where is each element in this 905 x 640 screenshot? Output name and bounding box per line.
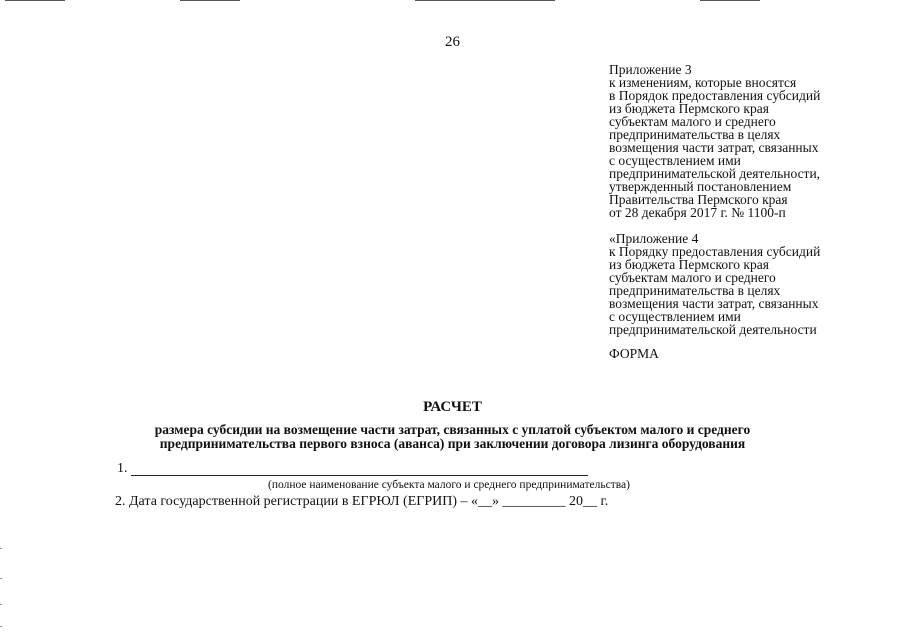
appendix-3-header: Приложение 3 к изменениям, которые вносятся в Порядок предоставления субсидий из бюджета Пермского края субъектам малого и среднего предпринимательства в целях возмещения части затрат, связанных с осуществлением ими предпринимательской деятельности, утвержденный постановлением Правительства Пермского края от 28 декабря 2017 г. № 1100-п <box>609 62 821 220</box>
document-title: РАСЧЕТ <box>423 399 482 415</box>
scan-tick <box>0 604 2 605</box>
scan-rule <box>5 0 65 1</box>
forma-label: ФОРМА <box>609 346 659 361</box>
page-number: 26 <box>445 34 460 50</box>
scan-rule <box>415 0 555 1</box>
appendix-4-header: «Приложение 4 к Порядку предоставления субсидий из бюджета Пермского края субъектам малого и среднего предпринимательства в целях возмещения части затрат, связанных с осуществлением ими предпринимательской деятельности <box>609 231 821 337</box>
item-1-fill-line <box>131 475 588 476</box>
scan-rule <box>700 0 760 1</box>
item-2-registration-date: 2. Дата государственной регистрации в ЕГРЮЛ (ЕГРИП) – «__» _________ 20__ г. <box>115 494 609 509</box>
scan-tick <box>0 548 2 549</box>
scan-tick <box>0 626 2 627</box>
scan-rule <box>180 0 240 1</box>
scan-tick <box>0 578 2 579</box>
document-subtitle: размера субсидии на возмещение части затрат, связанных с уплатой субъектом малого и среднего предпринимательства первого взноса (аванса) при заключении договора лизинга оборудования <box>154 422 751 451</box>
item-1-caption: (полное наименование субъекта малого и среднего предпринимательства) <box>268 479 630 491</box>
item-1-number: 1. <box>117 461 128 476</box>
